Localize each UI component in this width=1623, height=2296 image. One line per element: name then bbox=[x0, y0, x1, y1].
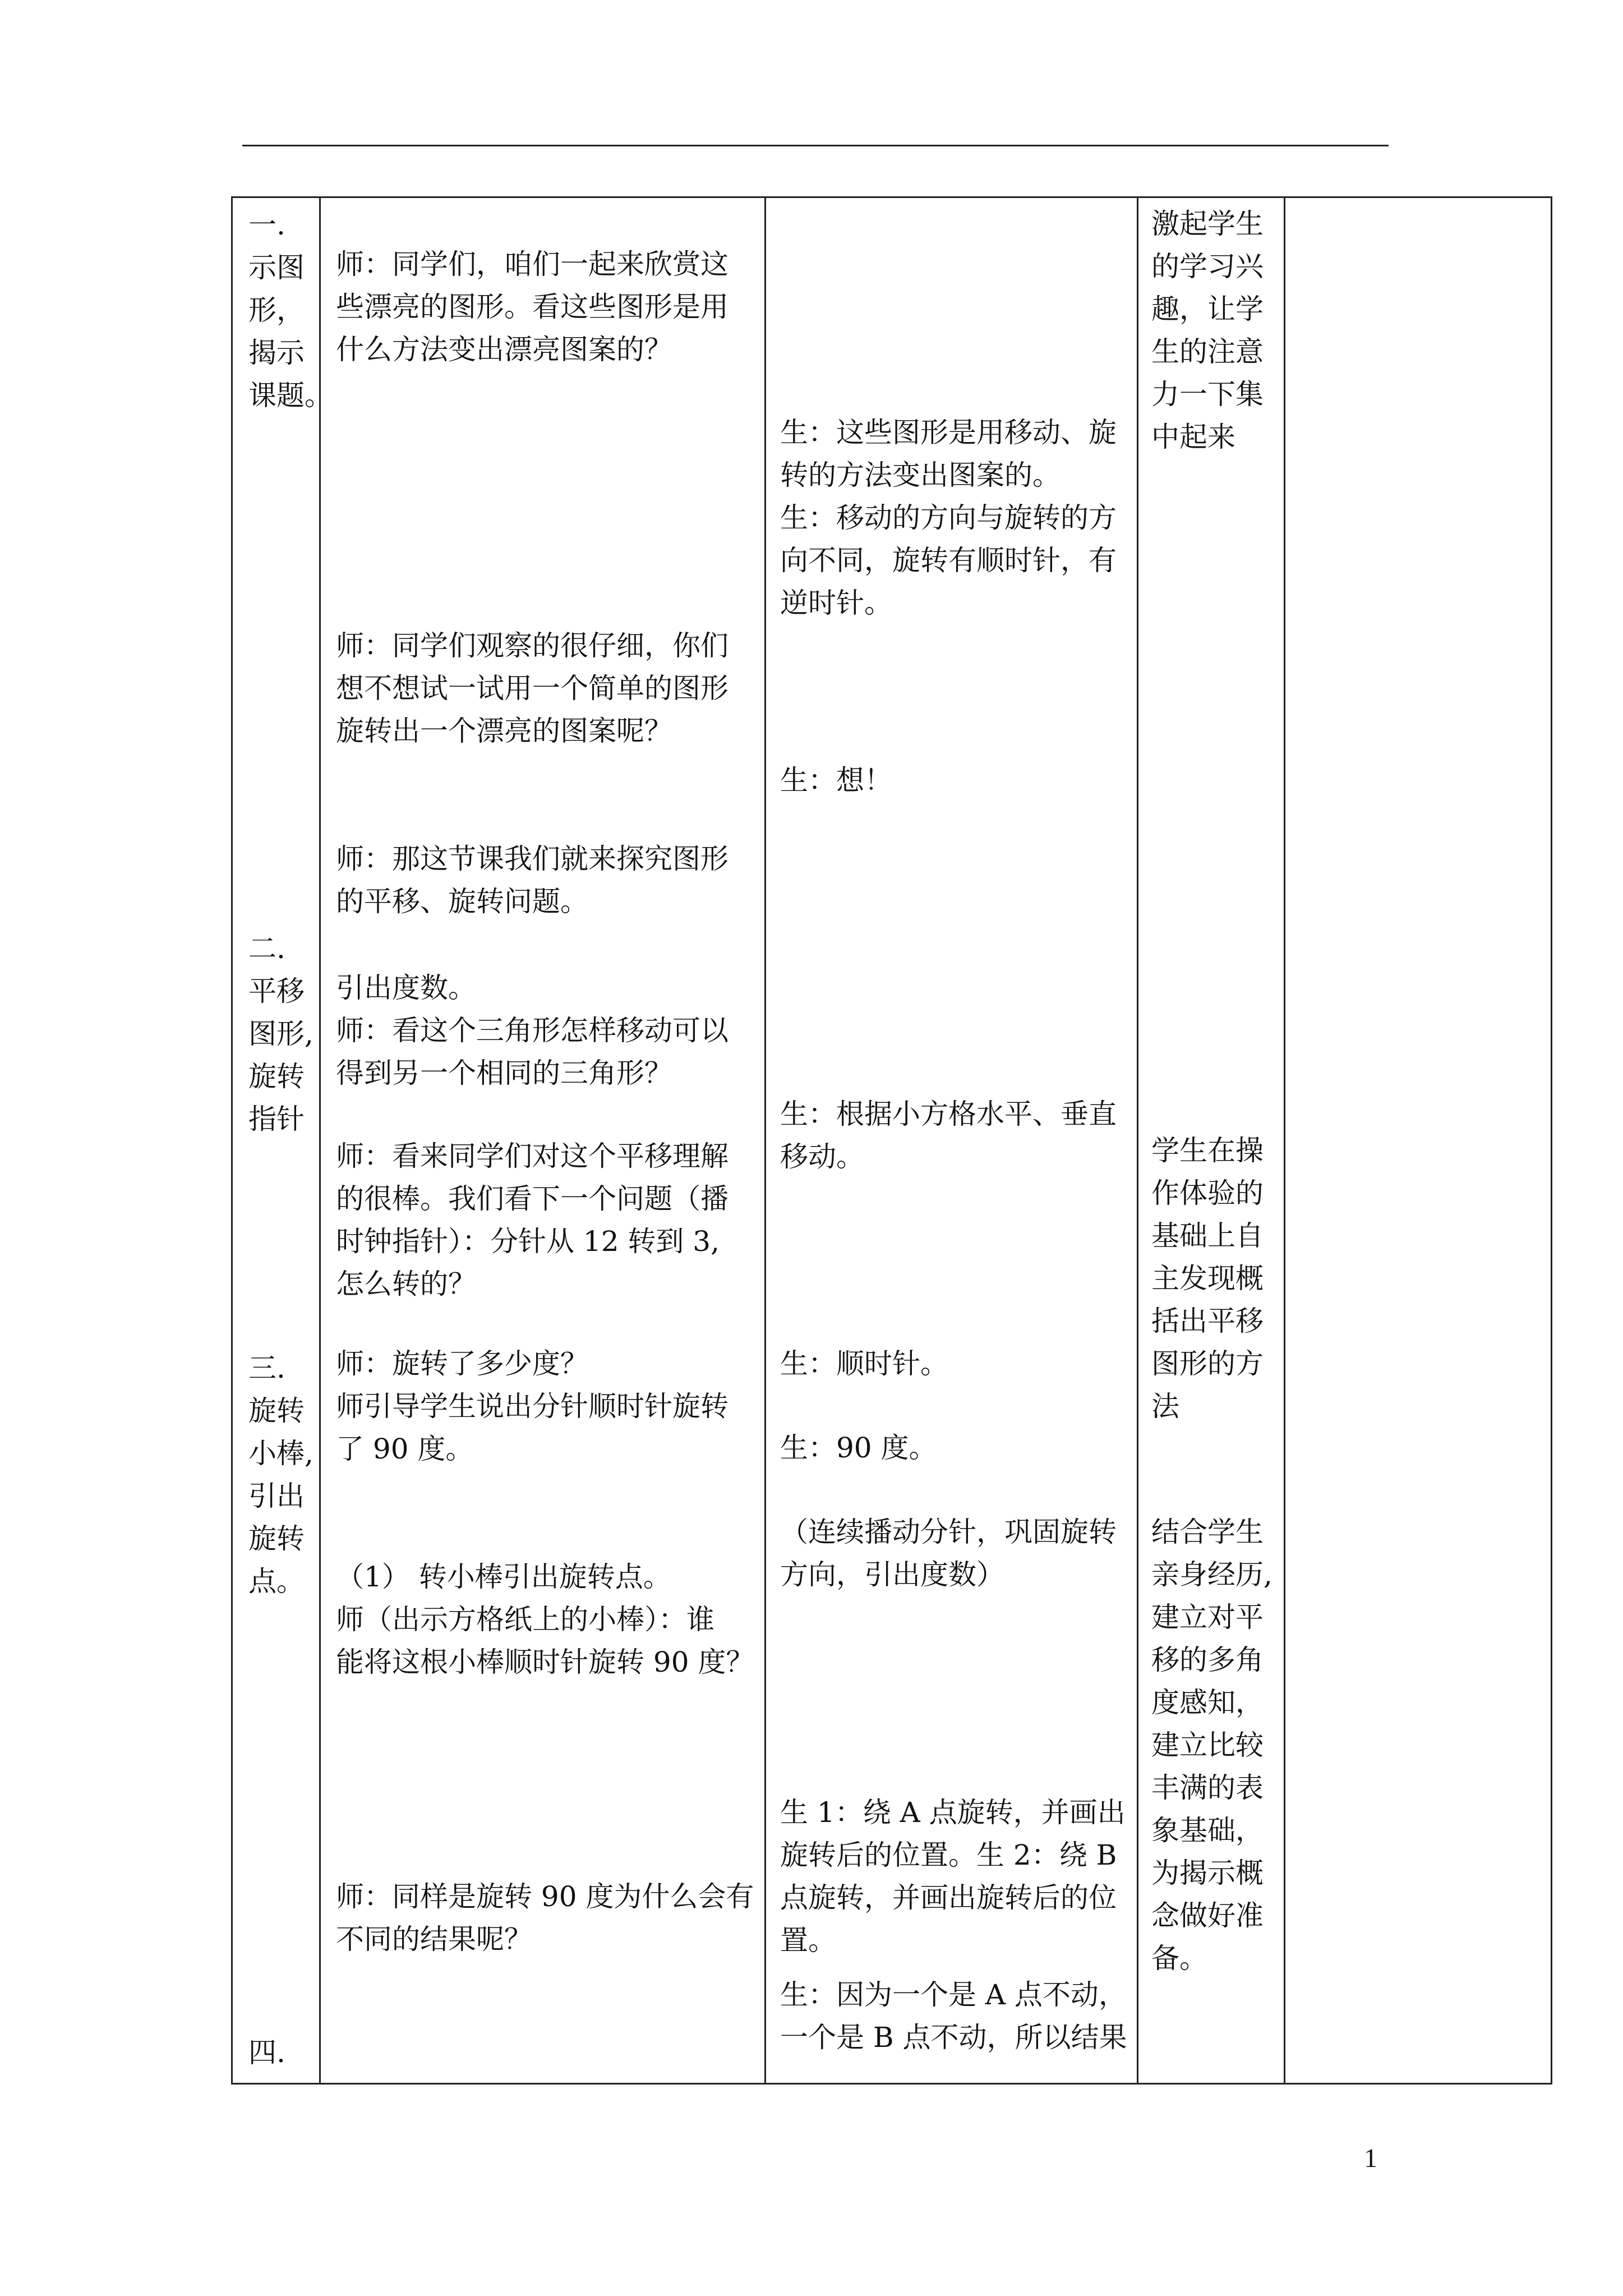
intent-text-1: 激起学生 的学习兴 趣，让学 生的注意 力一下集 中起来 bbox=[1151, 208, 1264, 453]
lesson-plan-table bbox=[231, 196, 1552, 2085]
student-column bbox=[764, 198, 1137, 2083]
teacher-column bbox=[319, 198, 764, 2083]
notes-column bbox=[1284, 198, 1551, 2083]
page-number: 1 bbox=[1364, 2143, 1377, 2173]
stage-column bbox=[233, 198, 333, 2083]
student-text-7: 生 1：绕 A 点旋转，并画出 旋转后的位置。生 2：绕 B 点旋转，并画出旋转后的位 置。 bbox=[780, 1796, 1126, 1957]
teacher-text-4: 引出度数。 师：看这个三角形怎样移动可以 得到另一个相同的三角形？ bbox=[336, 972, 728, 1089]
stage-4: 四. bbox=[248, 2036, 285, 2069]
teacher-text-8: 师：同样是旋转 90 度为什么会有 不同的结果呢？ bbox=[336, 1880, 754, 1955]
teacher-text-6: 师：旋转了多少度？ 师引导学生说出分针顺时针旋转 了 90 度。 bbox=[336, 1347, 728, 1465]
stage-2: 二. 平移 图形, 旋转 指针 bbox=[248, 932, 313, 1135]
student-text-1: 生：这些图形是用移动、旋 转的方法变出图案的。 生：移动的方向与旋转的方 向不同，旋转有顺时针，有 逆时针。 bbox=[780, 416, 1117, 619]
teacher-text-5: 师：看来同学们对这个平移理解 的很棒。我们看下一个问题（播 时钟指针）：分针从 12 转到 3, 怎么转的？ bbox=[336, 1140, 728, 1300]
intent-text-2: 学生在操 作体验的 基础上自 主发现概 括出平移 图形的方 法 bbox=[1151, 1134, 1264, 1423]
header-rule bbox=[242, 145, 1389, 146]
student-text-5: 生：90 度。 bbox=[780, 1432, 937, 1464]
stage-1: 一. 示图 形， 揭示 课题。 bbox=[248, 209, 333, 412]
intent-column bbox=[1137, 198, 1284, 2083]
intent-text-3: 结合学生 亲身经历, 建立对平 移的多角 度感知， 建立比较 丰满的表 象基础， 为揭示概 念做好准 备。 bbox=[1151, 1516, 1272, 1975]
student-text-6: （连续播动分针，巩固旋转 方向，引出度数） bbox=[780, 1516, 1117, 1591]
teacher-text-2: 师：同学们观察的很仔细，你们 想不想试一试用一个简单的图形 旋转出一个漂亮的图案呢？ bbox=[336, 629, 728, 747]
stage-3: 三. 旋转 小棒, 引出 旋转 点。 bbox=[248, 1352, 313, 1598]
teacher-text-3: 师：那这节课我们就来探究图形 的平移、旋转问题。 bbox=[336, 843, 728, 918]
student-text-8: 生：因为一个是 A 点不动， 一个是 B 点不动，所以结果 bbox=[780, 1978, 1127, 2054]
teacher-text-1: 师：同学们，咱们一起来欣赏这 些漂亮的图形。看这些图形是用 什么方法变出漂亮图案的？ bbox=[336, 248, 728, 366]
student-text-3: 生：根据小方格水平、垂直 移动。 bbox=[780, 1098, 1117, 1173]
teacher-text-7: （1） 转小棒引出旋转点。 师（出示方格纸上的小棒）：谁 能将这根小棒顺时针旋转 90 度？ bbox=[336, 1561, 754, 1678]
student-text-4: 生：顺时针。 bbox=[780, 1347, 948, 1380]
student-text-2: 生：想！ bbox=[780, 764, 892, 797]
